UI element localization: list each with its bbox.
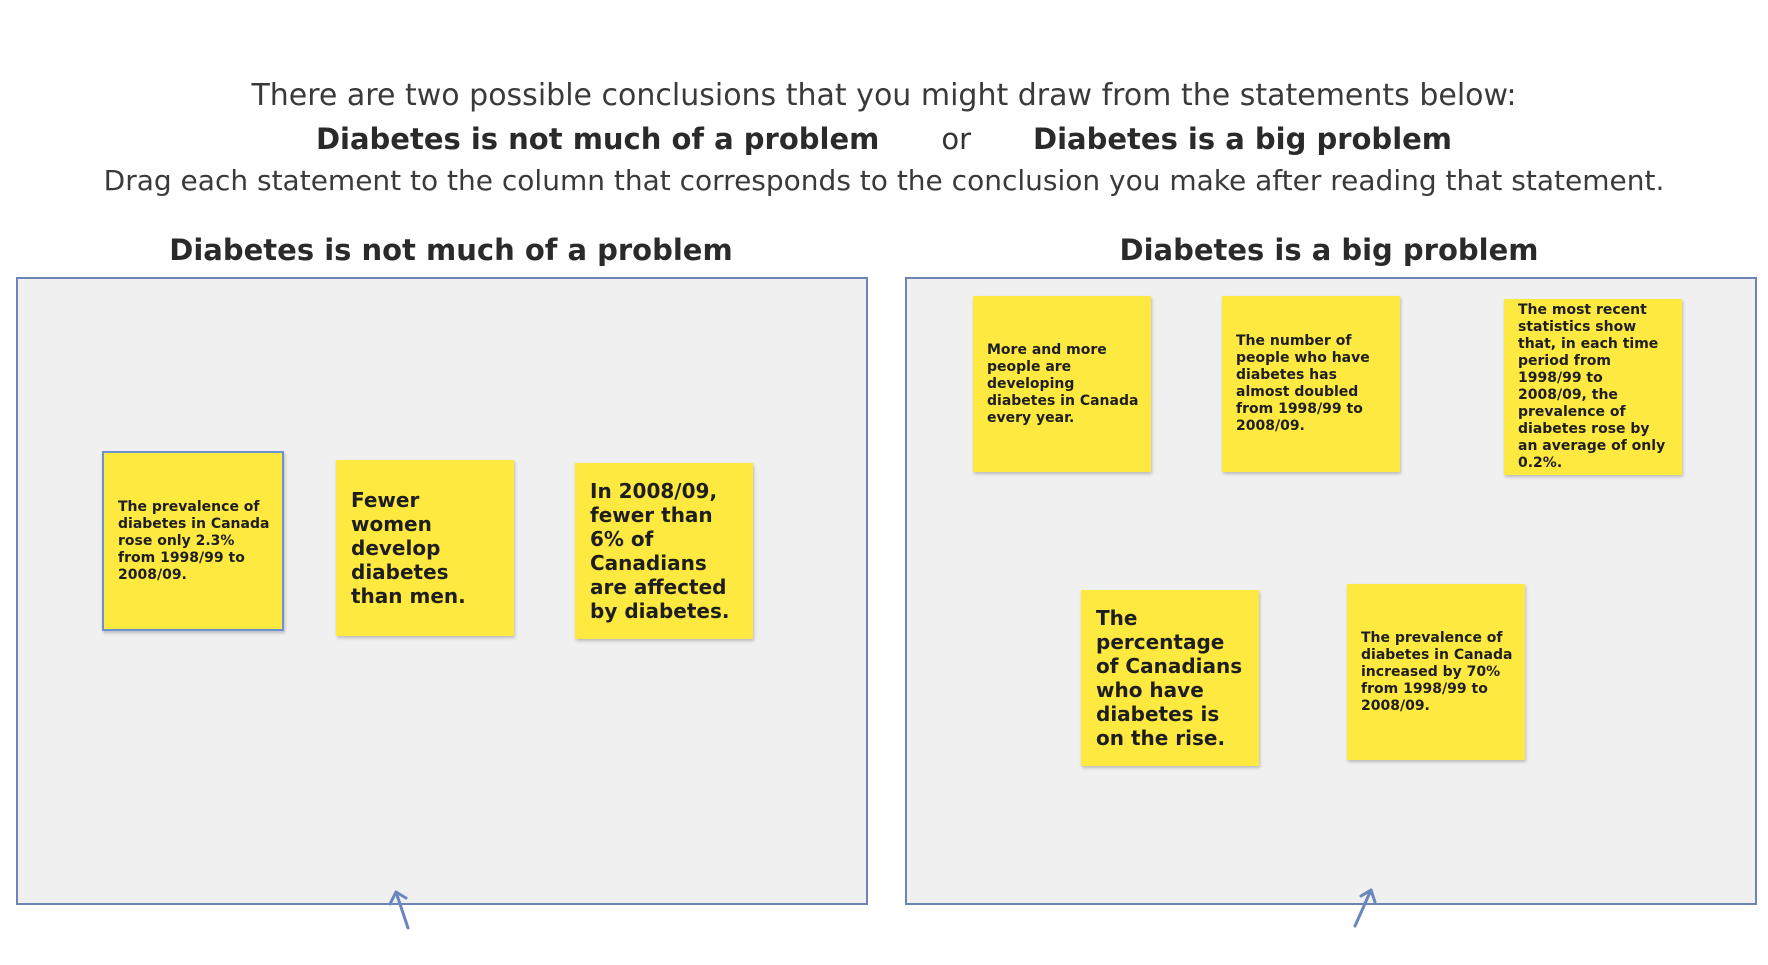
sticky-note-text: The percentage of Canadians who have diabetes is on the rise. <box>1096 606 1243 750</box>
sticky-note[interactable] <box>336 460 514 636</box>
drop-zone-not-much[interactable] <box>16 277 868 905</box>
or-text: or <box>941 122 972 156</box>
sticky-note-text: The number of people who have diabetes has almost doubled from 1998/99 to 2008/09. <box>1236 333 1370 434</box>
sticky-note[interactable] <box>973 296 1151 472</box>
sticky-note[interactable] <box>1222 296 1400 472</box>
column-title-not-much: Diabetes is not much of a problem <box>169 233 733 267</box>
intro-text: There are two possible conclusions that you might draw from the statements below: <box>251 78 1517 113</box>
drop-zone-big[interactable] <box>905 277 1757 905</box>
conclusion-option-not-much: Diabetes is not much of a problem <box>315 122 880 156</box>
conclusion-options <box>0 122 1768 156</box>
sticky-note-text: The most recent statistics show that, in each time period from 1998/99 to 2008/09, the prevalence of diabetes rose by an average of only 0.2%. <box>1518 302 1666 471</box>
sticky-note[interactable] <box>1504 299 1682 475</box>
cursor-arrow-icon <box>386 886 416 930</box>
instruction-text: Drag each statement to the column that corresponds to the conclusion you make after reading that statement. <box>103 164 1665 197</box>
sticky-note-text: The prevalence of diabetes in Canada rose only 2.3% from 1998/99 to 2008/09. <box>118 498 270 583</box>
sticky-note[interactable] <box>102 451 284 631</box>
sticky-note-text: The prevalence of diabetes in Canada increased by 70% from 1998/99 to 2008/09. <box>1361 629 1513 714</box>
conclusion-option-big: Diabetes is a big problem <box>1033 122 1453 156</box>
sticky-note[interactable] <box>1081 590 1259 766</box>
sticky-note-text: In 2008/09, fewer than 6% of Canadians are affected by diabetes. <box>590 479 730 623</box>
sticky-note-text: More and more people are developing diabetes in Canada every year. <box>987 341 1139 426</box>
sticky-note-text: Fewer women develop diabetes than men. <box>351 488 466 608</box>
sticky-note[interactable] <box>575 463 753 639</box>
sticky-note[interactable] <box>1347 584 1525 760</box>
column-title-big: Diabetes is a big problem <box>1119 233 1539 267</box>
cursor-arrow-icon <box>1349 884 1379 928</box>
